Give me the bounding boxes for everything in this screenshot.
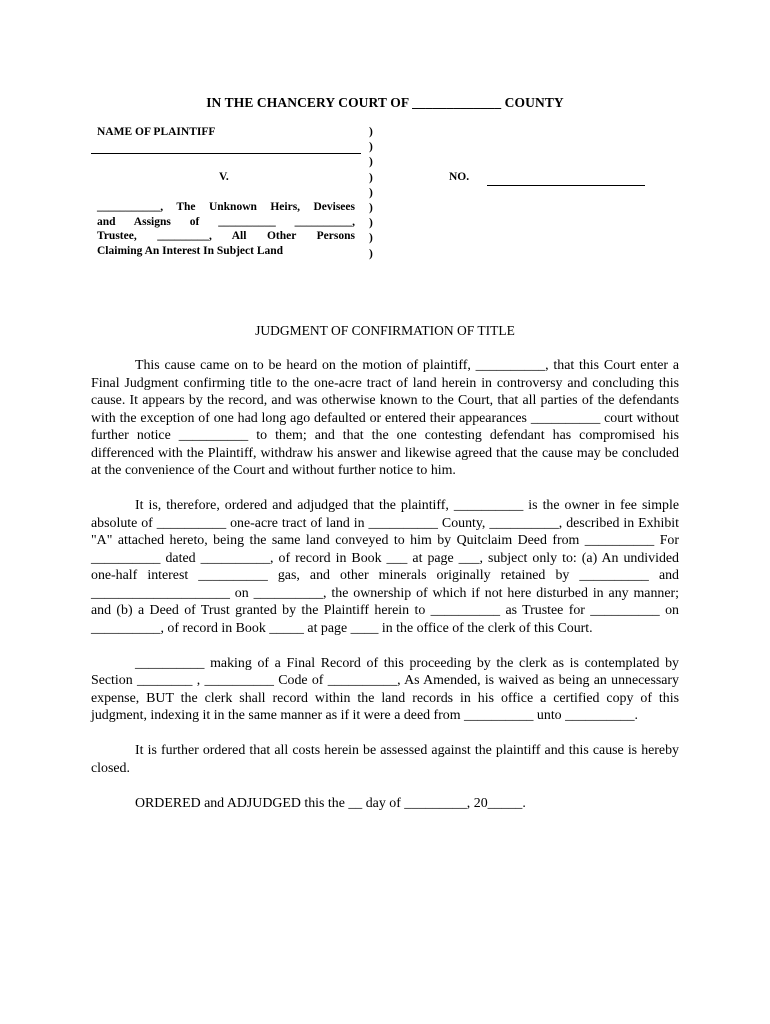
defendants-line: ___________, The Unknown Heirs, Devisees [97,201,355,213]
court-title: IN THE CHANCERY COURT OF _____________ COUNTY [206,95,564,110]
case-number-label: NO. [449,171,470,183]
defendants-line: Claiming An Interest In Subject Land [97,244,284,257]
body-paragraph: It is, therefore, ordered and adjudged that the plaintiff, __________ is the owner in fee simple absolute of __________ one-acre tract of land in __________ County, __________, described in Exhibit "A" attached hereto, being the same land conveyed to him by Quitclaim Deed from __________ For __________ dated __________, of record in Book ___ at page ___, subject only to: (a) An undivided one-half interest __________ gas, and other minerals originally retained by __________ and ____________________ on __________, the ownership of which if not here disturbed in any manner; and (b) a Deed of Trust granted by the Plaintiff herein to __________ as Trustee for __________ on __________, of record in Book _____ at page ____ in the office of the clerk of this Court. [91,498,679,636]
case-caption [91,124,691,264]
paren: ) [369,186,373,199]
plaintiff-signature-line [91,153,361,154]
ordered-line: ORDERED and ADJUDGED this the __ day of _________, 20_____. [135,795,526,811]
body-paragraph: It is further ordered that all costs herein be assessed against the plaintiff and this cause is hereby closed. [91,743,679,776]
defendants-block [97,200,355,258]
document-title: JUDGMENT OF CONFIRMATION OF TITLE [255,323,515,338]
caption-parentheses [369,125,373,262]
paren: ) [369,202,373,215]
paren: ) [369,247,373,260]
body-paragraph: __________ making of a Final Record of this proceeding by the clerk as is contemplated by Section ________ , __________ Code of __________, As Amended, is waived as being an unnecessary expense, BUT the clerk shall record within the land records in his office a certified copy of this judgment, indexing it in the same manner as if it were a deed from __________ unto __________. [91,655,679,723]
defendants-line: and Assigns of __________ __________, [97,215,355,228]
body-paragraph: This cause came on to be heard on the motion of plaintiff, __________, that this Court enter a Final Judgment confirming title to the one-acre tract of land herein in controversy and concluding this cause. It appears by the record, and was otherwise known to the Court, that all parties of the defendants with the exception of one had long ago defaulted or entered their appearances __________ court without further notice __________ to them; and that the one contesting defendant has compromised his differenced with the Plaintiff, withdraw his answer and likewise agreed that the cause may be concluded at the convenience of the Court and without further notice to him. [91,358,679,478]
defendants-line: Trustee, _________, All Other Persons [97,230,355,243]
paren: ) [369,232,373,245]
versus-label: V. [219,171,229,183]
paren: ) [369,217,373,230]
paren: ) [369,126,373,138]
paren: ) [369,171,373,184]
plaintiff-label: NAME OF PLAINTIFF [97,126,216,138]
case-number-line [487,185,645,186]
document-body [91,357,679,830]
paren: ) [369,141,373,154]
paren: ) [369,156,373,169]
